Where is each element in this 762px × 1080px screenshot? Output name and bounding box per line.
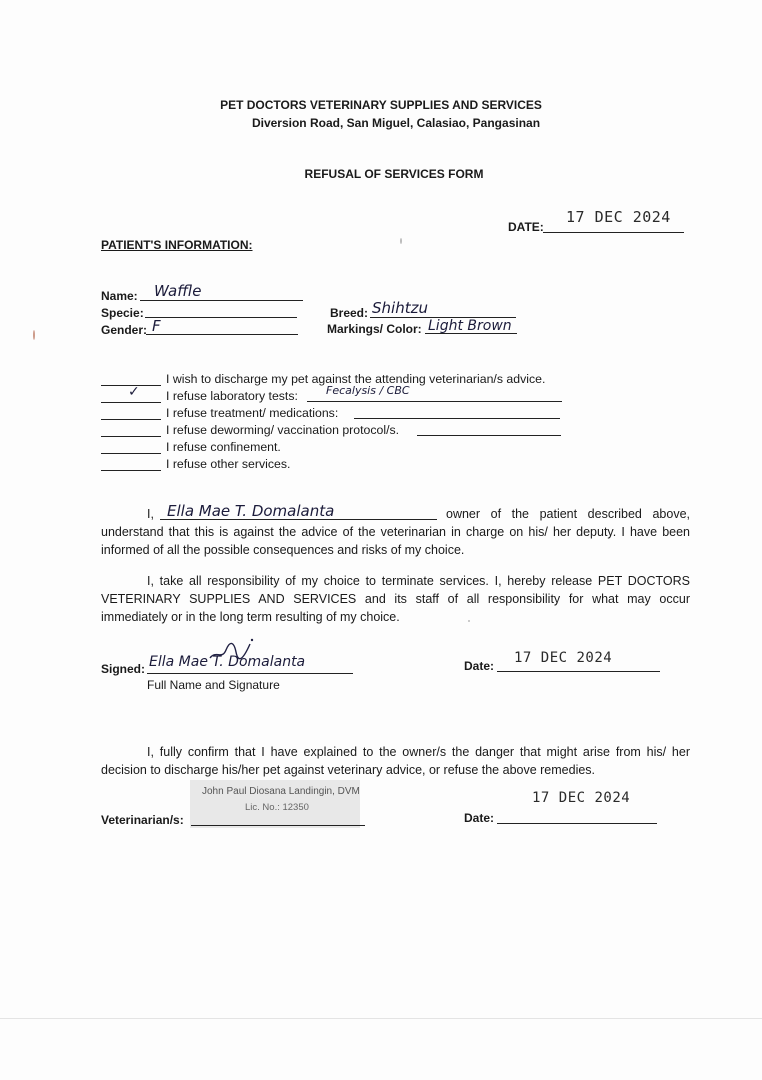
option-blank (101, 453, 161, 454)
gender-value: F (152, 317, 161, 335)
breed-value: Shihtzu (372, 299, 428, 317)
owner-signature-name: Ella Mae T. Domalanta (149, 654, 306, 670)
name-label: Name: (101, 289, 138, 303)
owner-name: Ella Mae T. Domalanta (167, 502, 335, 520)
option-check-mark: ✓ (128, 384, 140, 400)
gender-line (146, 334, 298, 335)
option-detail-line (354, 418, 560, 419)
gender-label: Gender: (101, 323, 148, 337)
owner-statement-text-after: owner of the patient described above, (446, 507, 690, 521)
responsibility-statement: I, take all responsibility of my choice to terminate services. I, hereby release PET DOCTORS VETERINARY SUPPLIES AND SERVICES and its staff of all responsibility for what may occur immediately or in the long term resulting of my choice. (101, 574, 690, 624)
vet-stamp (190, 780, 360, 828)
date-line (543, 232, 684, 233)
vet-date-line (497, 823, 657, 824)
vet-date-label: Date: (464, 811, 495, 825)
option-label: I refuse treatment/ medications: (166, 406, 339, 420)
scan-edge (0, 1018, 762, 1019)
option-detail: Fecalysis / CBC (326, 384, 410, 397)
specie-line (145, 317, 297, 318)
scan-speck (468, 620, 470, 622)
vet-stamp-license: Lic. No.: 12350 (245, 802, 309, 813)
option-blank (101, 470, 161, 471)
signature-line (147, 673, 353, 674)
vet-signature-line (191, 825, 365, 826)
signature-scribble (206, 636, 256, 666)
signed-label: Signed: (101, 662, 145, 676)
owner-date-line (497, 671, 660, 672)
signature-caption: Full Name and Signature (147, 678, 280, 692)
company-name: PET DOCTORS VETERINARY SUPPLIES AND SERVICES (220, 98, 542, 112)
specie-label: Specie: (101, 306, 144, 320)
owner-date-stamp: 17 DEC 2024 (514, 650, 613, 666)
vet-stamp-name: John Paul Diosana Landingin, DVM (202, 786, 360, 797)
markings-label: Markings/ Color: (327, 322, 422, 336)
option-label: I wish to discharge my pet against the attending veterinarian/s advice. (166, 372, 546, 386)
name-line (140, 300, 303, 301)
breed-label: Breed: (330, 306, 369, 320)
form-title: REFUSAL OF SERVICES FORM (304, 167, 484, 181)
date-stamp: 17 DEC 2024 (566, 208, 671, 226)
owner-statement-body: understand that this is against the advice of the veterinarian in charge on his/ her deputy. I have been informed of all the possible consequences and risks of my choice. (101, 525, 690, 557)
option-label: I refuse laboratory tests: (166, 389, 298, 403)
option-blank (101, 419, 161, 420)
owner-date-label: Date: (464, 659, 495, 673)
vet-label: Veterinarian/s: (101, 813, 184, 827)
date-label: DATE: (508, 220, 544, 234)
option-detail-line (307, 401, 562, 402)
owner-statement-prefix: I, (147, 507, 154, 521)
option-blank (101, 436, 161, 437)
markings-value: Light Brown (428, 318, 512, 334)
scan-speck (33, 330, 35, 340)
vet-date-stamp: 17 DEC 2024 (532, 790, 631, 806)
option-label: I refuse deworming/ vaccination protocol/s. (166, 423, 400, 437)
scan-speck (400, 238, 402, 244)
option-detail-line (417, 435, 561, 436)
company-address: Diversion Road, San Miguel, Calasiao, Pangasinan (251, 116, 541, 130)
option-blank (101, 402, 161, 403)
option-label: I refuse other services. (166, 457, 291, 471)
vet-statement: I, fully confirm that I have explained to the owner/s the danger that might arise from his/ her decision to discharge his/her pet against veterinary advice, or refuse the above remedies. (101, 745, 690, 777)
option-label: I refuse confinement. (166, 440, 281, 454)
name-value: Waffle (154, 282, 202, 300)
patient-section-title: PATIENT'S INFORMATION: (101, 238, 253, 252)
